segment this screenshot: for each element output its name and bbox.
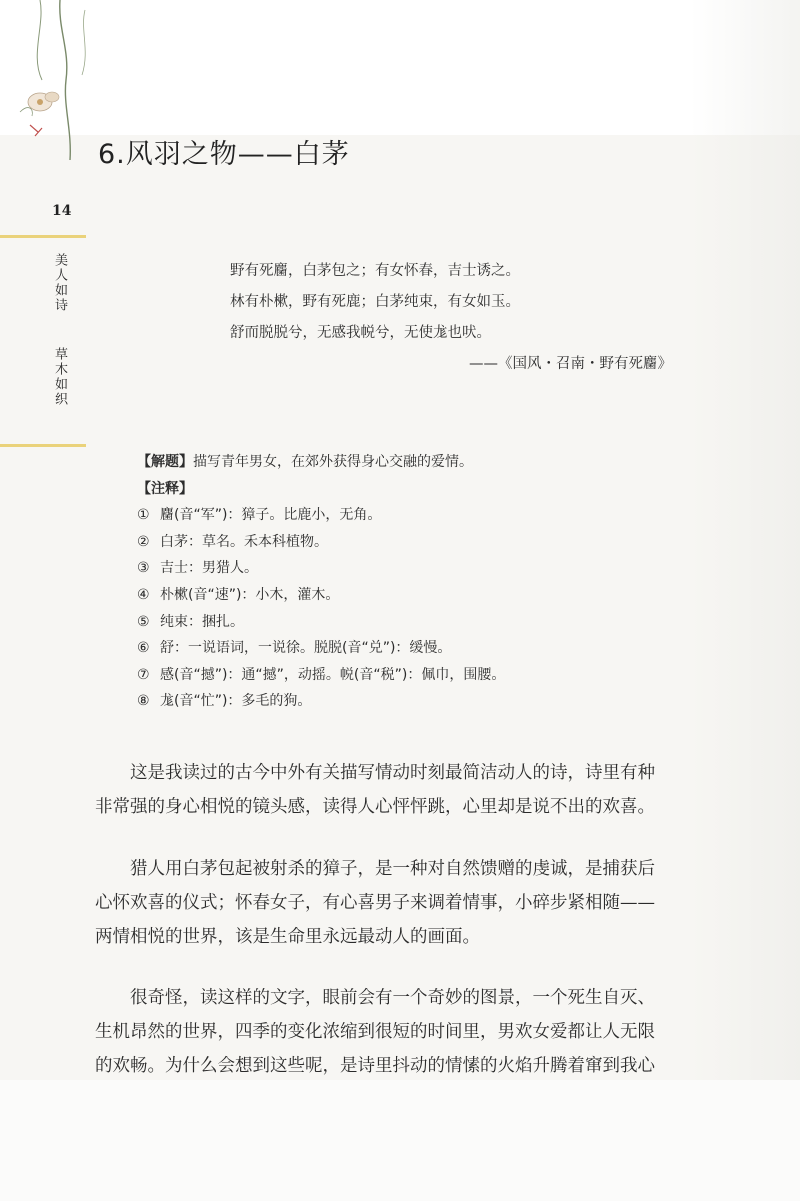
annotation-text: 吉士：男猎人。: [160, 560, 258, 577]
body-line: 生机昂然的世界，四季的变化浓缩到很短的时间里，男欢女爱都让人无限: [95, 1022, 655, 1042]
explain-text: 描写青年男女，在郊外获得身心交融的爱情。: [193, 454, 473, 470]
annotation-number: ⑧: [137, 693, 150, 710]
annotation-number: ③: [137, 560, 150, 577]
page-right-shade: [690, 0, 800, 1201]
body-line: 心怀欢喜的仪式；怀春女子，有心喜男子来调着情事，小碎步紧相随——: [95, 893, 655, 913]
annotation-item: [137, 555, 697, 582]
annotation-item: [137, 529, 697, 556]
body-line: 很奇怪，读这样的文字，眼前会有一个奇妙的图景，一个死生自灭、: [95, 988, 655, 1008]
body-line: 这是我读过的古今中外有关描写情动时刻最简洁动人的诗，诗里有种: [95, 763, 655, 783]
annotation-item: [137, 609, 697, 636]
body-line: 的欢畅。为什么会想到这些呢，是诗里抖动的情愫的火焰升腾着窜到我心: [95, 1056, 655, 1076]
annotation-text: 麕(音“军”)：獐子。比鹿小，无角。: [160, 507, 382, 524]
explain-line: [137, 449, 697, 476]
annotation-text: 感(音“撼”)：通“撼”，动摇。帨(音“税”)：佩巾，围腰。: [160, 666, 506, 683]
annotation-text: 朴樕(音“速”)：小木，灌木。: [160, 586, 340, 603]
annotation-label: 【注释】: [137, 480, 193, 497]
poem-line: 舒而脱脱兮，无感我帨兮，无使尨也吠。: [230, 325, 491, 341]
poem-block: [230, 259, 680, 352]
annotation-number: ②: [137, 533, 150, 550]
annotation-item: [137, 502, 697, 529]
body-line: 非常强的身心相悦的镜头感，读得人心怦怦跳，心里却是说不出的欢喜。: [95, 797, 655, 817]
annotation-number: ⑤: [137, 613, 150, 630]
annotation-text: 纯束：捆扎。: [160, 613, 244, 630]
annotation-number: ⑦: [137, 666, 150, 683]
annotation-number: ⑥: [137, 640, 150, 657]
annotation-number: ①: [137, 507, 150, 524]
annotation-item: [137, 635, 697, 662]
body-line: 两情相悦的世界，该是生命里永远最动人的画面。: [95, 927, 480, 947]
side-rule-bottom: [0, 444, 86, 447]
notes-block: [137, 449, 697, 715]
annotation-item: [137, 582, 697, 609]
explain-label: 【解题】: [137, 454, 193, 470]
annotation-item: [137, 662, 697, 689]
page-number: 14: [52, 203, 72, 219]
flower-vine-illustration: [0, 0, 110, 170]
annotation-text: 尨(音“忙”)：多毛的狗。: [160, 693, 312, 710]
body-paragraph: [95, 981, 678, 1083]
annotation-number: ④: [137, 586, 150, 603]
poem-line: 林有朴樕，野有死鹿；白茅纯束，有女如玉。: [230, 294, 520, 310]
poem-source: ——《国风・召南・野有死麕》: [469, 356, 672, 372]
body-paragraph: [95, 756, 678, 824]
side-title-part1: 美人如诗: [52, 253, 67, 313]
side-rule-top: [0, 235, 86, 238]
body-paragraph: [95, 852, 678, 954]
body-line: 猎人用白茅包起被射杀的獐子，是一种对自然馈赠的虔诚，是捕获后: [95, 859, 655, 879]
chapter-title: 6.风羽之物——白茅: [98, 139, 350, 170]
poem-line: 野有死麕，白茅包之；有女怀春，吉士诱之。: [230, 263, 520, 279]
side-title-part2: 草木如织: [52, 347, 67, 407]
annotation-heading: [137, 476, 697, 503]
page-bottom-margin: [0, 1080, 800, 1201]
annotation-item: [137, 688, 697, 715]
annotation-text: 白茅：草名。禾本科植物。: [160, 533, 328, 550]
annotation-text: 舒：一说语词，一说徐。脱脱(音“兑”)：缓慢。: [160, 640, 452, 657]
